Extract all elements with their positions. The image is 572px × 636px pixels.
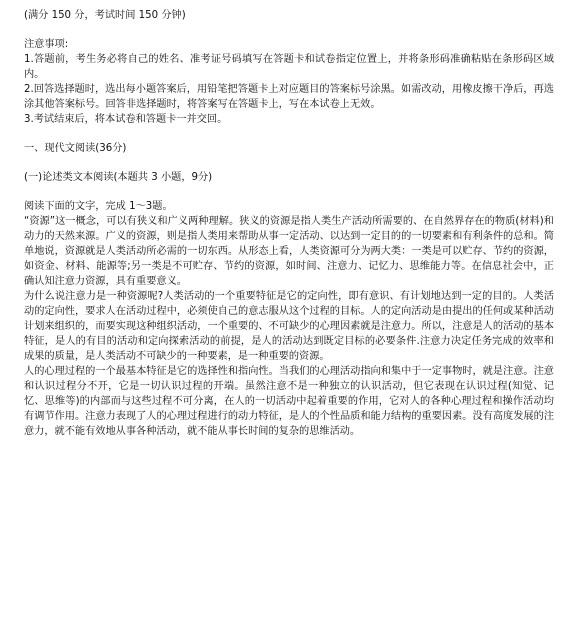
notice-item-2: 2.回答选择题时，选出每小题答案后，用铅笔把答题卡上对应题目的答案标号涂黑。如需改动，用橡皮擦干净后，再选涂其他答案标号。回答非选择题时，将答案写在答题卡上，写在本试卷上无效。 bbox=[24, 84, 554, 110]
passage-paragraph-1: “资源”这一概念，可以有狭义和广义两种理解。狭义的资源是指人类生产活动所需要的、在自然界存在的物质(材料)和动力的天然来源。广义的资源，则是指人类用来帮助从事一定活动、以达到一定目的的一切要素和有利条件的总和。简单地说，资源就是人类活动所必需的一切东西。从形态上看，人类资源可分为两大类：一类是可以贮存、节约的资源，如资金、材料、能源等;另一类是不可贮存、节约的资源，如时间、注意力、记忆力、思维能力等。在信息社会中，正确认知注意力资源，具有重要意义。 bbox=[24, 216, 554, 287]
reading-instruction: 阅读下面的文字，完成 1～3题。 bbox=[24, 201, 173, 212]
passage-paragraph-2: 为什么说注意力是一种资源呢?人类活动的一个重要特征是它的定向性，即有意识、有计划地达到一定的目的。人类活动的定向性，要求人在活动过程中，必须使自己的意志服从这个过程的目标。人的定向活动是由提出的任何或某种活动计划来组织的，而要实现这种组织活动，一个重要的、不可缺少的心理因素就是注意力。所以，注意是人的活动的基本特征，是人的有目的活动和定向探索活动的前提，是人的活动达到既定目标的必要条件.注意力决定任务完成的效率和成果的质量，是人类活动不可缺少的一种要素，是一种重要的资源。 bbox=[24, 291, 554, 362]
passage-paragraph-3: 人的心理过程的一个最基本特征是它的选择性和指向性。当我们的心理活动指向和集中于一定事物时，就是注意。注意和认识过程分不开，它是一切认识过程的开端。虽然注意不是一种独立的认识活动，但它表现在认识过程(知觉、记忆、思维等)的内部而与这些过程不可分离，在人的一切活动中起着重要的作用，它对人的各种心理过程和操作活动均有调节作用。注意力表现了人的心理过程进行的动力特征，是人的个性品质和能力结构的重要因素。没有高度发展的注意力，就不能有效地从事各种活动，就不能从事长时间的复杂的思维活动。 bbox=[24, 366, 554, 437]
section-title: 一、现代文阅读(36分) bbox=[24, 143, 127, 154]
notice-item-1: 1.答题前，考生务必将自己的姓名、准考证号码填写在答题卡和试卷指定位置上，并将条形码准确粘贴在条形码区域内。 bbox=[24, 54, 554, 80]
notice-item-3: 3.考试结束后，将本试卷和答题卡一并交回。 bbox=[24, 114, 228, 125]
score-time-header: (满分 150 分，考试时间 150 分钟) bbox=[24, 10, 186, 21]
section-subtitle: (一)论述类文本阅读(本题共 3 小题，9分) bbox=[24, 172, 213, 183]
notice-title: 注意事项: bbox=[24, 39, 69, 50]
